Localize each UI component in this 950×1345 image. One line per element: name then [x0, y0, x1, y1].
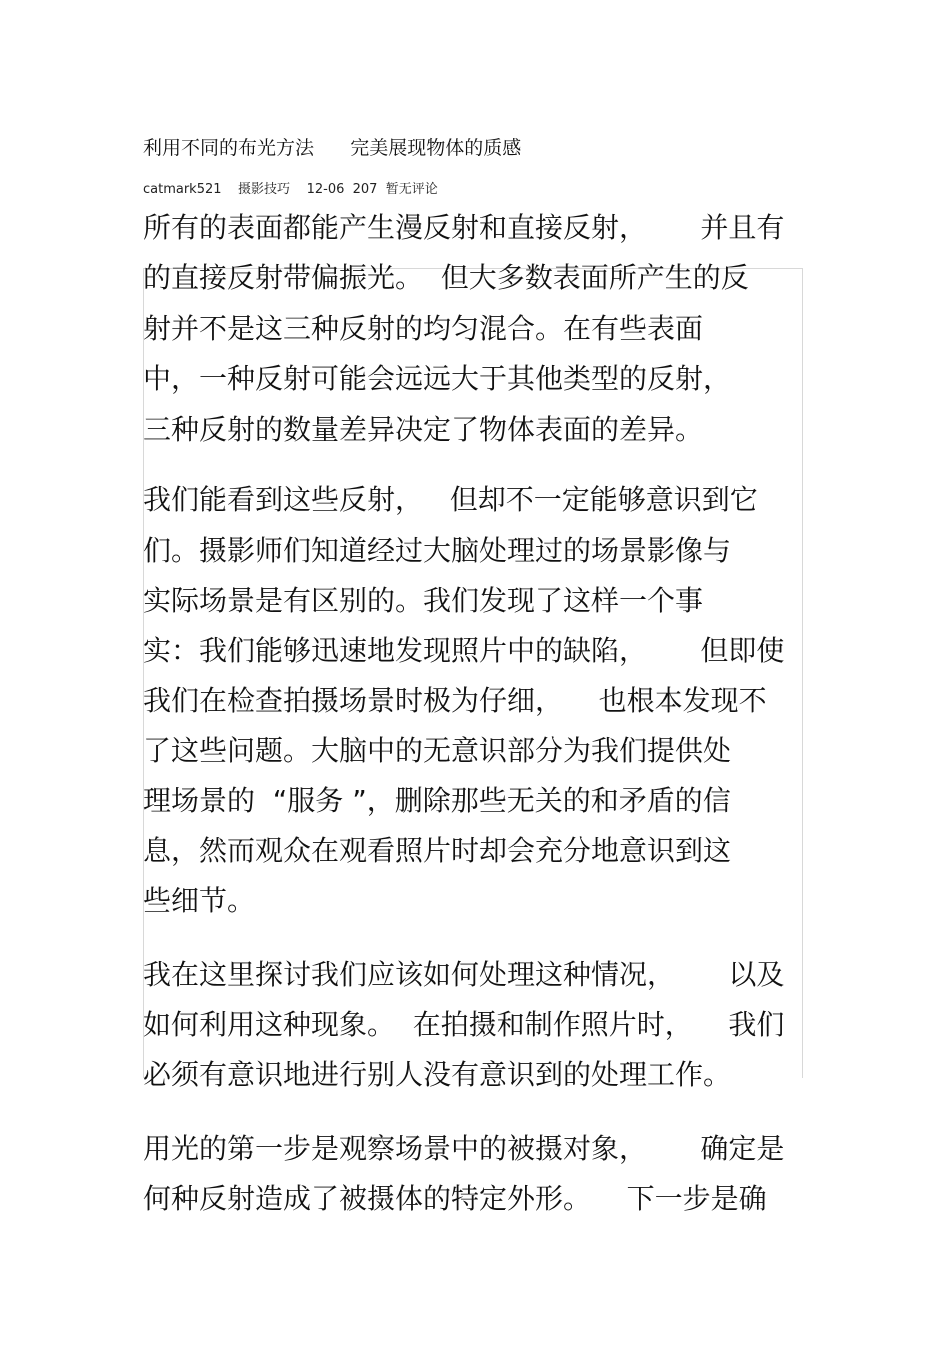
paragraph-1-line-4: 中，一种反射可能会远远大于其他类型的反射， [143, 362, 732, 395]
frame-border-right [802, 268, 803, 1078]
article-meta: catmark521 摄影技巧 12-06 207 暂无评论 [143, 182, 438, 197]
paragraph-4-line-2: 何种反射造成了被摄体的特定外形。 下一步是确 [143, 1182, 767, 1215]
paragraph-1-line-5: 三种反射的数量差异决定了物体表面的差异。 [143, 413, 704, 446]
paragraph-2-line-1: 我们能看到这些反射， 但却不一定能够意识到它 [143, 483, 758, 516]
paragraph-2-line-9: 些细节。 [143, 884, 256, 917]
paragraph-1-line-1: 所有的表面都能产生漫反射和直接反射， 并且有 [143, 211, 785, 244]
paragraph-4-line-1: 用光的第一步是观察场景中的被摄对象， 确定是 [143, 1132, 785, 1165]
paragraph-1-line-2: 的直接反射带偏振光。 但大多数表面所产生的反 [143, 261, 749, 294]
paragraph-3-line-3: 必须有意识地进行别人没有意识到的处理工作。 [143, 1058, 732, 1091]
article-title: 利用不同的布光方法 完美展现物体的质感 [143, 137, 522, 159]
paragraph-2-line-8: 息，然而观众在观看照片时却会充分地意识到这 [143, 834, 732, 867]
paragraph-1-line-3: 射并不是这三种反射的均匀混合。在有些表面 [143, 312, 704, 345]
paragraph-2-line-7: 理场景的 “服务 ”，删除那些无关的和矛盾的信 [143, 784, 731, 817]
paragraph-3-line-2: 如何利用这种现象。 在拍摄和制作照片时， 我们 [143, 1008, 785, 1041]
paragraph-2-line-4: 实：我们能够迅速地发现照片中的缺陷， 但即使 [143, 634, 785, 667]
paragraph-2-line-2: 们。摄影师们知道经过大脑处理过的场景影像与 [143, 534, 732, 567]
paragraph-3-line-1: 我在这里探讨我们应该如何处理这种情况， 以及 [143, 958, 785, 991]
paragraph-2-line-6: 了这些问题。大脑中的无意识部分为我们提供处 [143, 734, 732, 767]
paragraph-2-line-5: 我们在检查拍摄场景时极为仔细， 也根本发现不 [143, 684, 767, 717]
paragraph-2-line-3: 实际场景是有区别的。我们发现了这样一个事 [143, 584, 704, 617]
